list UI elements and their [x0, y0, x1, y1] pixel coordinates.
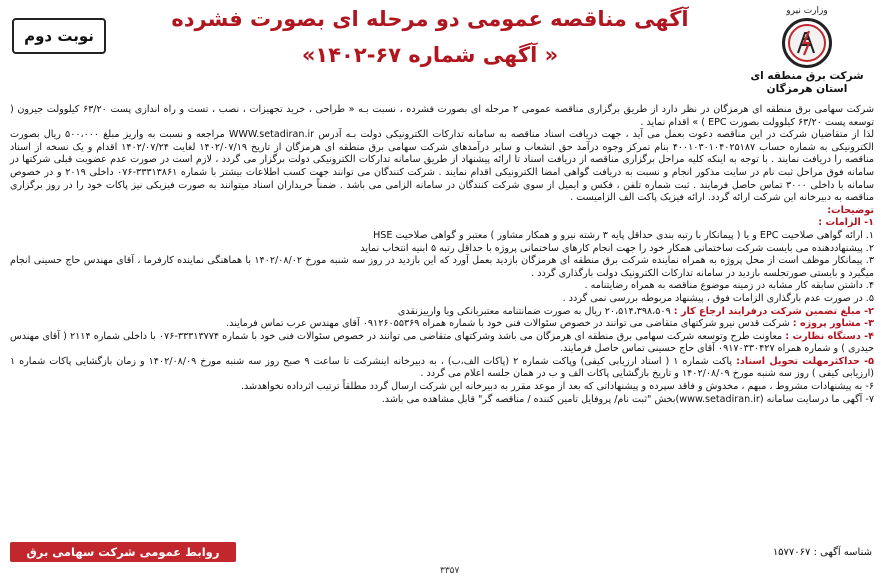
deadline-item — [10, 356, 874, 381]
intro-paragraph-2: لذا از متقاضیان شرکت در این مناقصه دعوت بعمل می آید ، جهت دریافت اسناد مناقصه به سامانه تدارکات الکترونیکی دولت بـه آدرس WWW.setadiran.ir مراجعه و نسبت به واریز مبلغ ۵۰۰،۰۰۰ ریال بصورت الکترونیکی به شماره حساب ۴۰۰۱۰۳۰۱۰۴۰۲۵۱۸۷ بنام تمرکز وجوه درآمد حق انشعاب و سایر درآمدهای شرکت سهامی برق منطقه ای هرمزگان از تاریخ ۱۴۰۲/۰۷/۱۹ لغایت ۱۴۰۲/۰۷/۲۴ اقدام و یک نسخه از اسناد مناقصه را دریافت نمایند . با توجه به اینکه کلیه مراحل برگزاری مناقصه از دریافت اسناد تا ارائه پیشنهاد از طریق سامانه تدارکات الکترونیکی دولت برگزار می گردد ، لازم است در صورت عدم عضویت قبلی شرکتها در سامانه فوق مراحل ثبت نام در سایت مذکور انجام و نسبت به دریافت گواهی امضا الکترونیکی اقدام نمایند . شرکت کنندگان می توانند جهت کسب اطلاعات بیشتر با شماره ۳۳۳۱۳۸۶۱-۰۷۶ داخلی ۲۰۱۹ و در خصوص سامانه با داخلی ۳۰۰۰ تماس حاصل فرمایند . ثبت شماره تلفن ، فکس و ایمیل از سوی شرکت کنندگان در سامانه الزامی می باشد . ضمناً خریداران اسناد میتوانند به صورت فیزیکی نیز پاکات خود را در روز برگزاری مناقصه به دبیرخانه این شرکت ارائه گردد. ارائه فیزیک پاکت الف الزامیست . — [10, 129, 875, 204]
supervision-item — [10, 331, 874, 356]
company-logo-block — [738, 6, 876, 98]
consultant-label: ۳- مشاور پروژه : — [792, 318, 874, 330]
website-item: ۷- آگهی ما درسایت سامانه (www.setadiran.ir)بخش "ثبت نام/ پروفایل تامین کننده / مناقصه گر" قابل مشاهده می باشد. — [381, 393, 874, 405]
deadline-label: ۵- حداکثرمهلت تحویل اسناد: — [736, 355, 874, 367]
intro-paragraph-1: شرکت سهامی برق منطقه ای هرمزگان در نظر دارد از طریق برگزاری مناقصه عمومی ۲ مرحله ای بصورت فشرده ، نسبت بـه « طراحی ، خرید تجهیزات ، نصب ، تست و راه اندازی پست ۶۳/۲۰ کیلوولت جیرون ( توسعه پست ۶۳/۲۰ کیلوولت بصورت EPC ) » اقدام نماید . — [10, 104, 874, 128]
deadline-text: پاکت شماره ۱ ( اسناد ارزیابی کیفی) وپاکت شماره ۲ (پاکات الف،ب) ، به دبیرخانه اینشرکت تا ساعت ۹ صبح روز سه شنبه مورخ ۱۴۰۲/۰۸/۰۹ و زمان بازگشایی پاکات شماره ۱ (ارزیابی کیفی ) روز سه شنبه مورخ ۱۴۰۲/۰۸/۰۹ و تاریخ بازگشایی پاکات الف و ب در همان جلسه اعلام می گردد . — [10, 355, 874, 380]
consultant-text: شرکت قدس نیرو شرکتهای متقاضی می توانند در خصوص سئوالات فنی خود با شماره همراه ۰۹۱۲۶۰۵۵۳۶۹ آقای مهندس عرب تماس فرمایند. — [226, 318, 790, 330]
notes-title: توضیحات: — [827, 204, 874, 216]
company-name-line1: شرکت برق منطقه ای — [750, 70, 864, 82]
requirement-item: ۲. پیشنهاددهنده می بایست شرکت ساختمانی همکار خود را جهت انجام کارهای ساختمانی پروژه با حداقل رتبه ۵ ابنیه انتخاب نماید — [360, 242, 874, 254]
ad-body — [10, 104, 874, 406]
requirement-item: ۵. در صورت عدم بارگذاری الزامات فوق ، پیشنهاد مربوطه بررسی نمی گردد . — [562, 292, 874, 304]
guarantee-label: ۲- مبلغ تضمین شرکت درفرایند ارجاع کار : — [673, 305, 874, 317]
supervision-text: معاونت طرح وتوسعه شرکت سهامی برق منطقه ای هرمزگان می باشد وشرکتهای متقاضی می توانند در خصوص سئوالات فنی خود با شماره ۳۳۳۱۳۷۷۴-۰۷۶ با داخلی شماره ۲۱۱۴ ( آقای مهندس حیدری ) و شماره همراه ۰۹۱۷۰۳۳۰۴۲۷ آقای حاج حسینی تماس حاصل فرمایند. — [10, 330, 874, 355]
ministry-label: وزارت نیرو — [786, 6, 828, 16]
requirement-item: ۴. داشتن سابقه کار مشابه در زمینه موضوع مناقصه به همراه رضایتنامه . — [584, 280, 874, 292]
requirements-title: ۱- الزامات : — [818, 217, 874, 229]
requirement-item: ۳. پیمانکار موظف است از محل پروژه به همراه نماینده شرکت برق منطقه ای هرمزگان بازدید بعمل آورد که این بازدید در روز سه شنبه مورخ ۱۴۰۲/۰۸/۰۲ با هماهنگی نماینده کارفرما ، آقای مهندس حاج حسینی انجام میگیرد و بایستی صورتجلسه بازدید در سامانه تدارکات الکترونیک دولت بارگذاری گردد . — [10, 255, 874, 279]
public-relations-bar: روابط عمومی شرکت سهامی برق منطقه ای هرمزگان — [10, 542, 236, 562]
power-tower-logo-icon — [782, 18, 832, 68]
company-name-line2: استان هرمزگان — [766, 83, 848, 95]
ad-number: « آگهی شماره ۶۷-۱۴۰۲» — [301, 43, 559, 67]
guarantee-text: ۲۰،۵۱۴،۳۹۸،۵۰۹ ریال به صورت ضمانتنامه معتبربانکی ویا وارییزنقدی — [397, 305, 671, 317]
consultant-item — [10, 318, 874, 331]
ad-id: شناسه آگهی : ۱۵۷۷۰۶۷ — [772, 547, 872, 558]
supervision-label: ۴- دستگاه نظارت : — [785, 330, 875, 342]
ad-header — [0, 0, 884, 100]
conditional-bids-item: ۶- به پیشنهادات مشروط ، مبهم ، مخدوش و فاقد سپرده و پیشنهاداتی که بعد از موعد مقرر به دبیرخانه این شرکت ارسال گردد مطلقاً ترتیب اثرداده نخواهدشد. — [240, 381, 874, 393]
page-number: ۳۳۵۷ — [440, 566, 460, 576]
round-badge: نوبت دوم — [12, 18, 106, 54]
guarantee-item — [10, 306, 874, 319]
ad-title: آگهی مناقصه عمومی دو مرحله ای بصورت فشرده — [171, 7, 689, 31]
requirement-item: ۱. ارائه گواهی صلاحیت EPC و یا ( پیمانکار با رتبه بندی حداقل پایه ۳ رشته نیرو و همکار مشاور ) معتبر و گواهی صلاحیت HSE — [373, 229, 874, 241]
